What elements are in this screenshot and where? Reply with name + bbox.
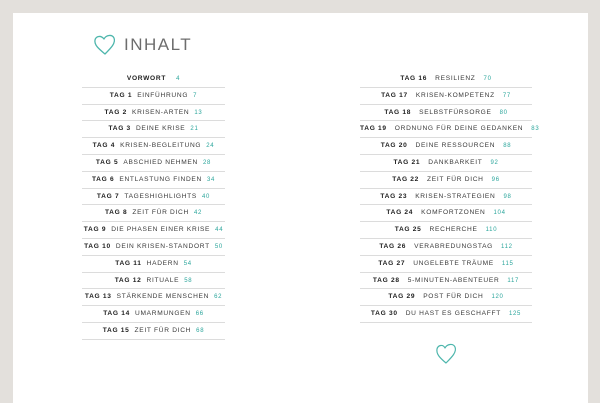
toc-page-number: 92 <box>490 159 499 166</box>
toc-day-label: TAG 25 <box>394 226 422 234</box>
toc-page-number: 21 <box>190 126 199 133</box>
toc-page-number: 70 <box>483 76 492 82</box>
toc-entry[interactable] <box>82 205 225 222</box>
toc-column-right <box>360 71 540 323</box>
toc-day-label: TAG 8 <box>104 209 128 217</box>
toc-entry[interactable] <box>82 71 225 88</box>
toc-page-number: 62 <box>214 294 223 301</box>
toc-day-label: TAG 9 <box>83 226 107 234</box>
toc-page-number: 42 <box>193 210 203 217</box>
toc-chapter-title: VERABREDUNGSTAG <box>414 242 493 250</box>
toc-page-number: 40 <box>202 193 211 200</box>
toc-day-label: TAG 17 <box>381 91 408 99</box>
toc-entry[interactable] <box>360 306 532 323</box>
toc-page-number: 44 <box>215 227 224 234</box>
toc-page-number: 117 <box>507 277 520 284</box>
toc-day-label: TAG 27 <box>378 259 406 267</box>
toc-page-number: 54 <box>183 260 192 267</box>
toc-page-number: 115 <box>501 260 514 267</box>
toc-entry[interactable] <box>82 273 225 290</box>
toc-chapter-title: UNGELEBTE TRÄUME <box>413 259 494 267</box>
toc-page-number: 104 <box>493 210 506 217</box>
toc-page-number: 34 <box>206 176 216 183</box>
toc-chapter-title: KRISEN-ARTEN <box>131 108 190 116</box>
toc-page-number: 50 <box>214 243 223 250</box>
toc-entry[interactable] <box>82 323 225 340</box>
toc-day-label: TAG 3 <box>108 125 131 133</box>
toc-chapter-title: KOMFORTZONEN <box>421 209 486 217</box>
toc-day-label: TAG 19 <box>360 125 387 133</box>
toc-entry[interactable] <box>82 222 225 239</box>
toc-page-number: 68 <box>196 327 205 334</box>
toc-day-label: TAG 24 <box>386 209 414 217</box>
toc-chapter-title: STÄRKENDE MENSCHEN <box>116 293 210 301</box>
toc-day-label: TAG 10 <box>84 242 111 250</box>
toc-page-number: 83 <box>531 126 540 133</box>
toc-page-number: 98 <box>503 193 512 200</box>
toc-page-number: 80 <box>499 109 508 116</box>
toc-chapter-title: SELBSTFÜRSORGE <box>419 108 492 116</box>
toc-chapter-title: RITUALE <box>146 276 180 284</box>
toc-page-number: 28 <box>202 159 212 166</box>
toc-chapter-title: HADERN <box>146 259 179 267</box>
toc-entry[interactable] <box>82 172 225 189</box>
toc-chapter-title: DIE PHASEN EINER KRISE <box>111 226 211 234</box>
toc-chapter-title: TAGESHIGHLIGHTS <box>124 192 198 200</box>
toc-day-label: TAG 4 <box>92 142 116 150</box>
toc-chapter-title: UMARMUNGEN <box>134 310 191 318</box>
toc-chapter-title: DU HAST ES GESCHAFFT <box>405 310 501 318</box>
toc-day-label: TAG 20 <box>380 142 408 150</box>
toc-day-label: TAG 22 <box>392 175 420 183</box>
toc-day-label: TAG 23 <box>380 192 408 200</box>
toc-page-number: 58 <box>184 277 193 284</box>
toc-day-label: TAG 16 <box>400 75 428 82</box>
toc-day-label: TAG 12 <box>114 276 142 284</box>
toc-day-label: TAG 14 <box>103 310 130 318</box>
toc-entry[interactable] <box>82 105 225 122</box>
toc-chapter-title: ABSCHIED NEHMEN <box>123 158 198 166</box>
toc-page-number: 7 <box>193 92 198 99</box>
toc-chapter-title: DANKBARKEIT <box>428 158 483 166</box>
toc-chapter-title: ENTLASTUNG FINDEN <box>119 175 202 183</box>
toc-chapter-title: RECHERCHE <box>429 226 478 234</box>
toc-entry[interactable] <box>360 88 532 105</box>
toc-day-label: TAG 7 <box>96 192 120 200</box>
toc-page-number: 13 <box>194 109 203 116</box>
toc-day-label: TAG 15 <box>102 326 130 334</box>
toc-day-label: TAG 30 <box>370 310 398 318</box>
heart-outline-icon <box>434 343 458 365</box>
toc-chapter-title: ORDNUNG FÜR DEINE GEDANKEN <box>394 125 524 133</box>
toc-day-label: TAG 26 <box>379 242 407 250</box>
toc-chapter-title: POST FÜR DICH <box>423 293 484 301</box>
toc-page-number: 96 <box>491 176 500 183</box>
toc-entry[interactable] <box>82 88 225 105</box>
toc-entry[interactable] <box>82 289 225 306</box>
toc-day-label: TAG 18 <box>384 108 412 116</box>
toc-chapter-title: ZEIT FÜR DICH <box>427 175 484 183</box>
toc-day-label: TAG 5 <box>95 158 119 166</box>
toc-page-number: 120 <box>491 294 504 301</box>
toc-day-label: TAG 6 <box>91 175 115 183</box>
toc-entry[interactable] <box>360 289 532 306</box>
toc-page-number: 66 <box>195 311 204 318</box>
toc-entry[interactable] <box>360 273 532 290</box>
toc-entry[interactable] <box>360 71 532 88</box>
toc-day-label: VORWORT <box>126 75 167 82</box>
toc-page-number: 125 <box>508 311 522 318</box>
toc-entry[interactable] <box>360 172 532 189</box>
toc-entry[interactable] <box>360 205 532 222</box>
toc-chapter-title: KRISEN-BEGLEITUNG <box>120 142 202 150</box>
toc-day-label: TAG 13 <box>84 293 112 301</box>
toc-entry[interactable] <box>360 138 532 155</box>
toc-chapter-title: EINFÜHRUNG <box>137 91 189 99</box>
toc-entry[interactable] <box>360 239 532 256</box>
toc-page-number: 112 <box>501 243 513 250</box>
toc-chapter-title: DEINE RESSOURCEN <box>415 142 496 150</box>
toc-entry[interactable] <box>360 155 532 172</box>
toc-chapter-title: DEINE KRISE <box>135 125 186 133</box>
toc-day-label: TAG 21 <box>393 158 421 166</box>
toc-page-number: 110 <box>485 227 498 234</box>
toc-header <box>92 34 192 56</box>
toc-day-label: TAG 29 <box>388 293 416 301</box>
toc-entry[interactable] <box>82 121 225 138</box>
toc-entry[interactable] <box>360 121 540 138</box>
toc-chapter-title: DEIN KRISEN-STANDORT <box>115 242 210 250</box>
toc-chapter-title: KRISEN-STRATEGIEN <box>415 192 496 200</box>
toc-page-number: 88 <box>503 143 512 150</box>
toc-entry[interactable] <box>360 256 532 273</box>
toc-chapter-title: 5-MINUTEN-ABENTEUER <box>407 276 500 284</box>
toc-chapter-title: RESILIENZ <box>435 75 476 82</box>
toc-entry[interactable] <box>82 239 225 256</box>
toc-column-left <box>82 71 225 340</box>
toc-day-label: TAG 1 <box>109 91 133 99</box>
toc-day-label: TAG 2 <box>104 108 127 116</box>
toc-chapter-title: KRISEN-KOMPETENZ <box>415 91 495 99</box>
toc-entry[interactable] <box>82 256 225 273</box>
toc-page-number: 24 <box>206 143 215 150</box>
page-title: INHALT <box>124 35 193 54</box>
toc-entry[interactable] <box>360 105 532 122</box>
toc-page-number: 4 <box>176 76 181 82</box>
heart-outline-icon <box>92 34 118 56</box>
toc-entry[interactable] <box>82 155 225 172</box>
toc-entry[interactable] <box>82 306 225 323</box>
toc-entry[interactable] <box>82 189 225 206</box>
toc-page-number: 77 <box>502 92 511 99</box>
toc-chapter-title: ZEIT FÜR DICH <box>134 326 192 334</box>
toc-day-label: TAG 28 <box>372 276 400 284</box>
toc-entry[interactable] <box>82 138 225 155</box>
toc-entry[interactable] <box>360 189 532 206</box>
toc-chapter-title: ZEIT FÜR DICH <box>132 209 189 217</box>
toc-day-label: TAG 11 <box>115 259 142 267</box>
toc-entry[interactable] <box>360 222 532 239</box>
